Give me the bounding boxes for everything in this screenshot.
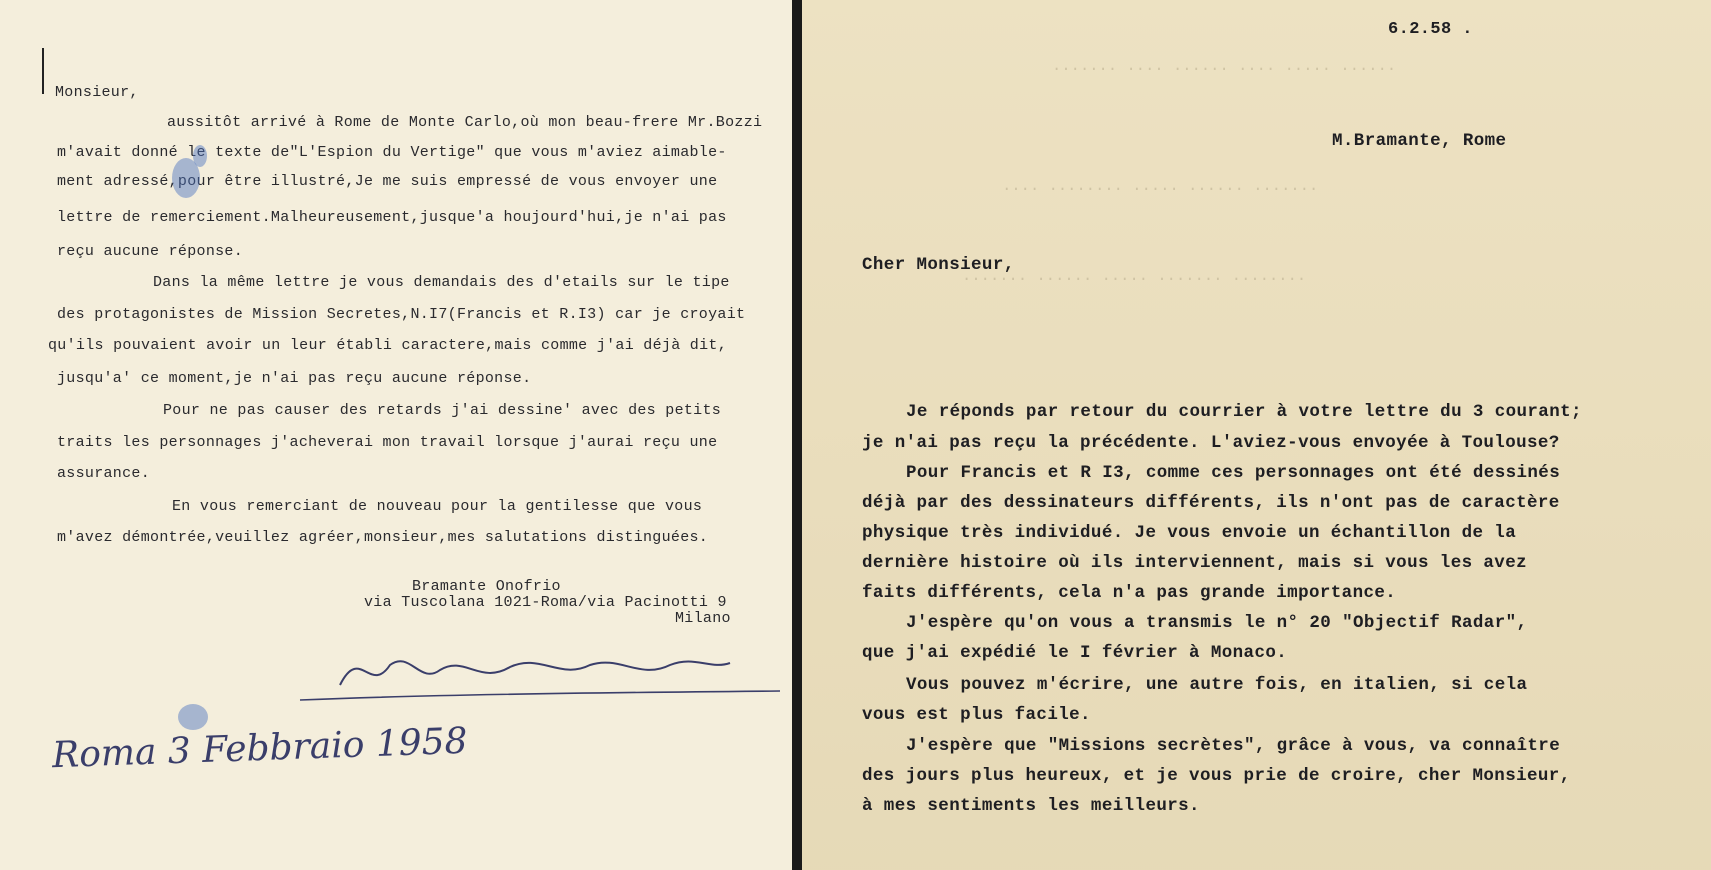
body-line: à mes sentiments les meilleurs. <box>862 796 1200 816</box>
body-line: reçu aucune réponse. <box>57 243 244 260</box>
body-line: déjà par des dessinateurs différents, ils n'ont pas de caractère <box>862 493 1560 513</box>
body-line: des protagonistes de Mission Secretes,N.I7(Francis et R.I3) car je croyait <box>57 306 746 323</box>
letter-salutation: Cher Monsieur, <box>862 255 1015 275</box>
letter-salutation: Monsieur, <box>55 84 139 101</box>
body-line: En vous remerciant de nouveau pour la gentilesse que vous <box>172 498 703 515</box>
ink-blot <box>178 704 208 730</box>
show-through-text: ········ ······· ····· ······ ······· <box>962 270 1307 288</box>
show-through-text: ······· ······ ····· ········ ···· <box>1002 180 1319 198</box>
body-line: J'espère que "Missions secrètes", grâce à vous, va connaître <box>906 736 1561 756</box>
handwritten-date: Roma 3 Febbraio 1958 <box>51 720 469 777</box>
body-line: lettre de remerciement.Malheureusement,jusque'a houjourd'hui,je n'ai pas <box>57 209 727 226</box>
recipient-address: M.Bramante, Rome <box>1332 131 1507 151</box>
body-line: m'avait donné le texte de"L'Espion du Vertige" que vous m'aviez aimable- <box>57 144 727 161</box>
body-line: dernière histoire où ils interviennent, mais si vous les avez <box>862 553 1528 573</box>
body-line: Vous pouvez m'écrire, une autre fois, en italien, si cela <box>906 675 1528 695</box>
body-line: Pour ne pas causer des retards j'ai dessine' avec des petits <box>163 402 722 419</box>
body-line: vous est plus facile. <box>862 705 1091 725</box>
sender-city: Milano <box>675 610 731 627</box>
ink-blot <box>193 145 207 167</box>
body-line: m'avez démontrée,veuillez agréer,monsieur,mes salutations distinguées. <box>57 529 709 546</box>
body-line: faits différents, cela n'a pas grande importance. <box>862 583 1397 603</box>
handwritten-signature <box>300 625 780 725</box>
body-line: ment adressé,pour être illustré,Je me suis empressé de vous envoyer une <box>57 173 718 190</box>
margin-mark <box>42 48 44 94</box>
body-line: J'espère qu'on vous a transmis le n° 20 "Objectif Radar", <box>906 613 1528 633</box>
body-line: Je réponds par retour du courrier à votre lettre du 3 courant; <box>906 402 1582 422</box>
show-through-text: ······ ····· ···· ······ ···· ······· <box>1052 60 1397 78</box>
body-line: qu'ils pouvaient avoir un leur établi caractere,mais comme j'ai déjà dit, <box>48 337 728 354</box>
body-line: aussitôt arrivé à Rome de Monte Carlo,où mon beau-frere Mr.Bozzi <box>167 114 763 131</box>
body-line: Pour Francis et R I3, comme ces personnages ont été dessinés <box>906 463 1561 483</box>
sender-address: via Tuscolana 1021-Roma/via Pacinotti 9 <box>364 594 727 611</box>
letter-date: 6.2.58 . <box>1388 20 1473 39</box>
body-line: je n'ai pas reçu la précédente. L'aviez-vous envoyée à Toulouse? <box>862 433 1560 453</box>
body-line: Dans la même lettre je vous demandais des d'etails sur le tipe <box>153 274 730 291</box>
reply-letter-page <box>802 0 1711 870</box>
sender-name: Bramante Onofrio <box>412 578 561 595</box>
body-line: des jours plus heureux, et je vous prie de croire, cher Monsieur, <box>862 766 1571 786</box>
incoming-letter-page <box>0 0 792 870</box>
body-line: assurance. <box>57 465 151 482</box>
body-line: traits les personnages j'acheverai mon travail lorsque j'aurai reçu une <box>57 434 718 451</box>
body-line: que j'ai expédié le I février à Monaco. <box>862 643 1288 663</box>
body-line: jusqu'a' ce moment,je n'ai pas reçu aucune réponse. <box>57 370 532 387</box>
body-line: physique très individué. Je vous envoie un échantillon de la <box>862 523 1517 543</box>
